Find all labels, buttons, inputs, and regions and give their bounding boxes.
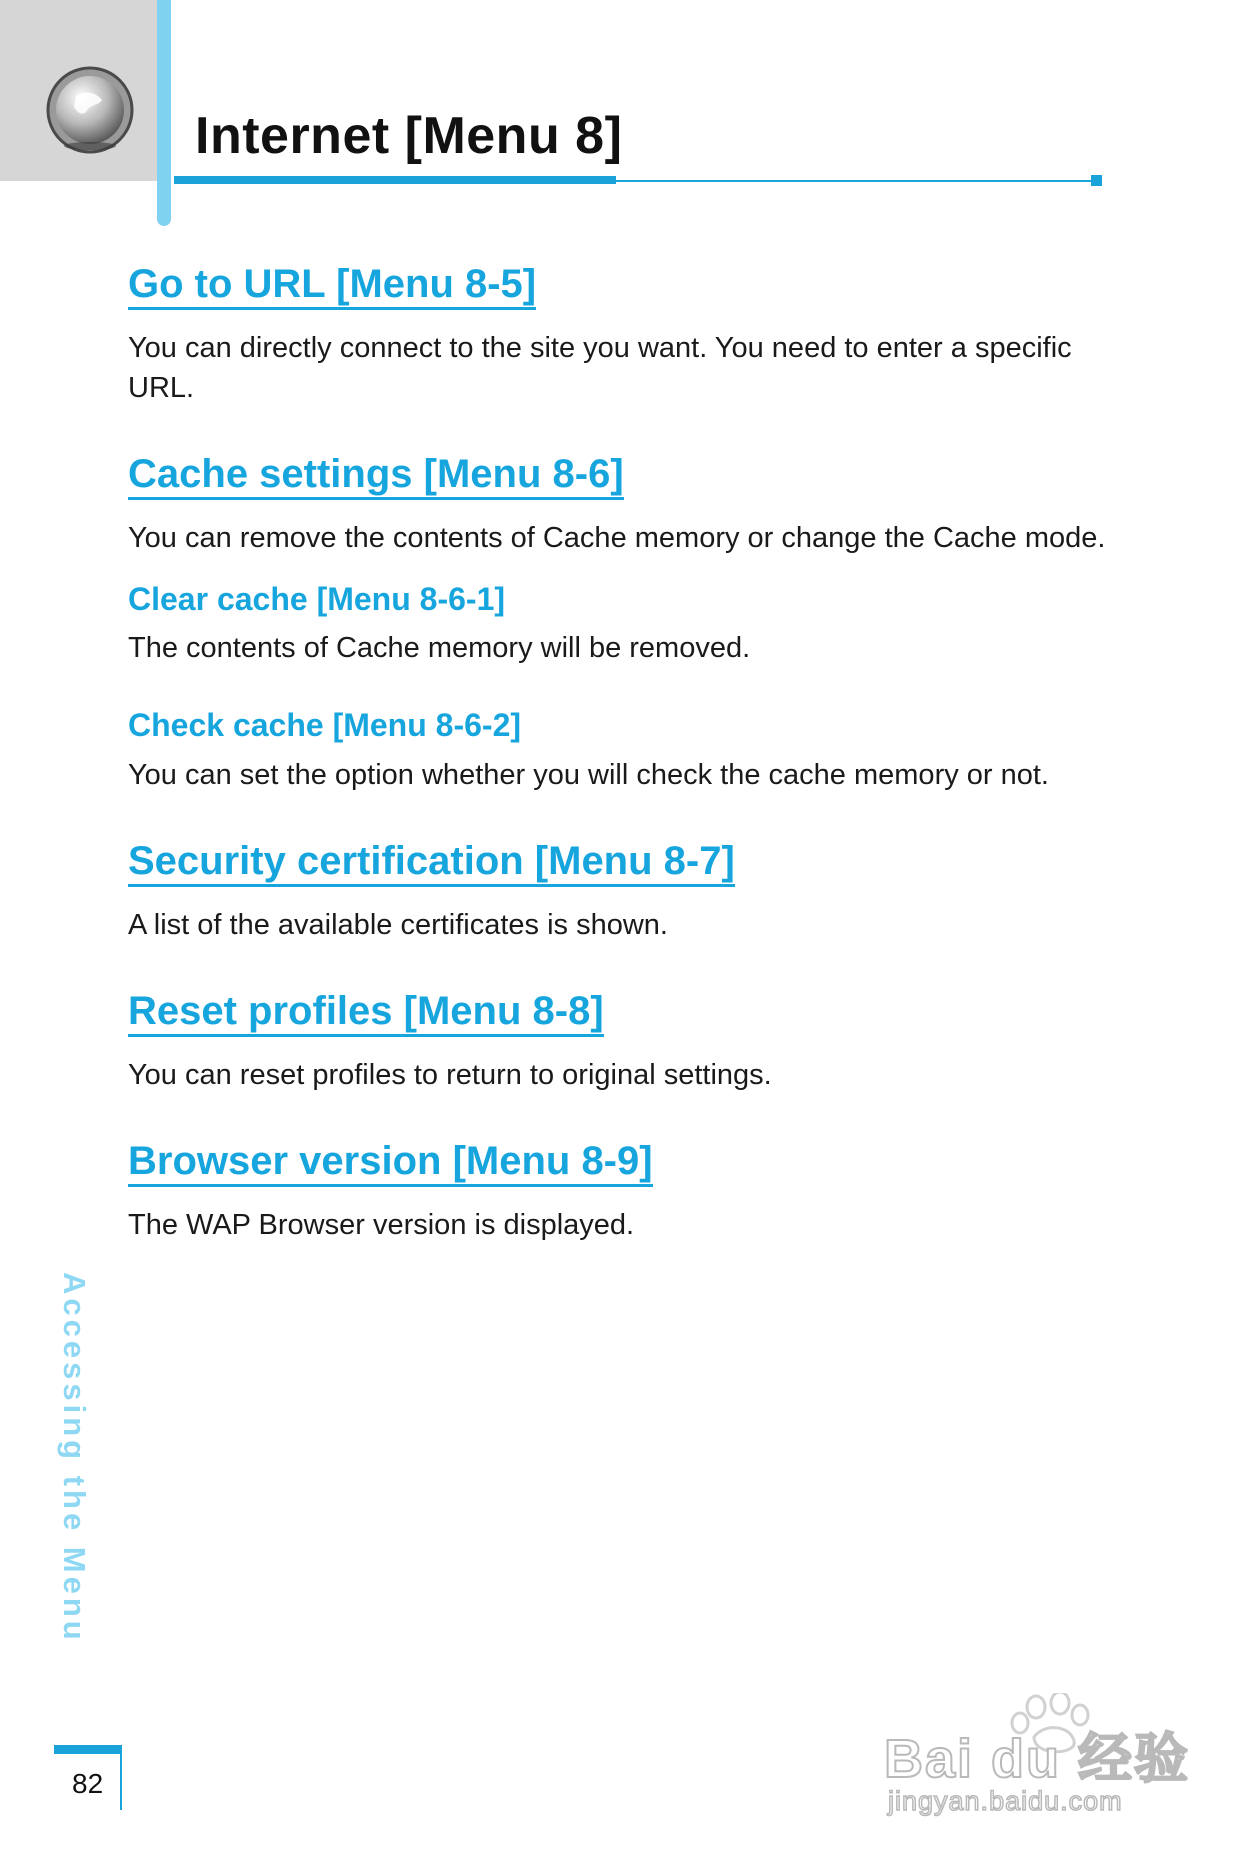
section-body: You can reset profiles to return to original settings.	[128, 1058, 772, 1091]
section-go-to-url	[128, 262, 1118, 408]
chapter-side-label: Accessing the Menu	[57, 1272, 92, 1644]
page-number: 82	[72, 1768, 104, 1799]
section-browser-version	[128, 1139, 1118, 1245]
watermark-brand: Bai du 经验	[884, 1729, 1191, 1789]
section-heading: Go to URL [Menu 8-5]	[128, 262, 536, 310]
section-heading: Security certification [Menu 8-7]	[128, 839, 735, 887]
section-body: You can directly connect to the site you want. You need to enter a specific URL.	[128, 332, 1072, 404]
subsection-check-cache	[128, 706, 1118, 794]
section-cache-settings	[128, 452, 1118, 795]
section-heading: Cache settings [Menu 8-6]	[128, 452, 624, 500]
section-security-certification	[128, 839, 1118, 945]
title-rule-end-marker	[1091, 175, 1102, 186]
internet-globe-icon	[46, 66, 134, 154]
section-body: The WAP Browser version is displayed.	[128, 1208, 635, 1241]
subsection-body: The contents of Cache memory will be removed.	[128, 632, 751, 665]
watermark-url: jingyan.baidu.com	[888, 1786, 1123, 1816]
section-body: You can remove the contents of Cache memory or change the Cache mode.	[128, 522, 1106, 554]
title-rule-accent	[174, 176, 616, 184]
content	[128, 262, 1118, 1289]
section-heading: Reset profiles [Menu 8-8]	[128, 989, 604, 1037]
header-vertical-bar	[157, 0, 171, 226]
section-reset-profiles	[128, 989, 1118, 1095]
subsection-heading: Clear cache [Menu 8-6-1]	[128, 581, 506, 617]
subsection-clear-cache	[128, 580, 1118, 668]
page-title: Internet [Menu 8]	[195, 107, 623, 165]
section-body: A list of the available certificates is shown.	[128, 908, 668, 941]
subsection-body: You can set the option whether you will check the cache memory or not.	[128, 758, 1049, 791]
page-number-bar	[54, 1745, 122, 1754]
section-heading: Browser version [Menu 8-9]	[128, 1139, 653, 1187]
subsection-heading: Check cache [Menu 8-6-2]	[128, 707, 522, 744]
